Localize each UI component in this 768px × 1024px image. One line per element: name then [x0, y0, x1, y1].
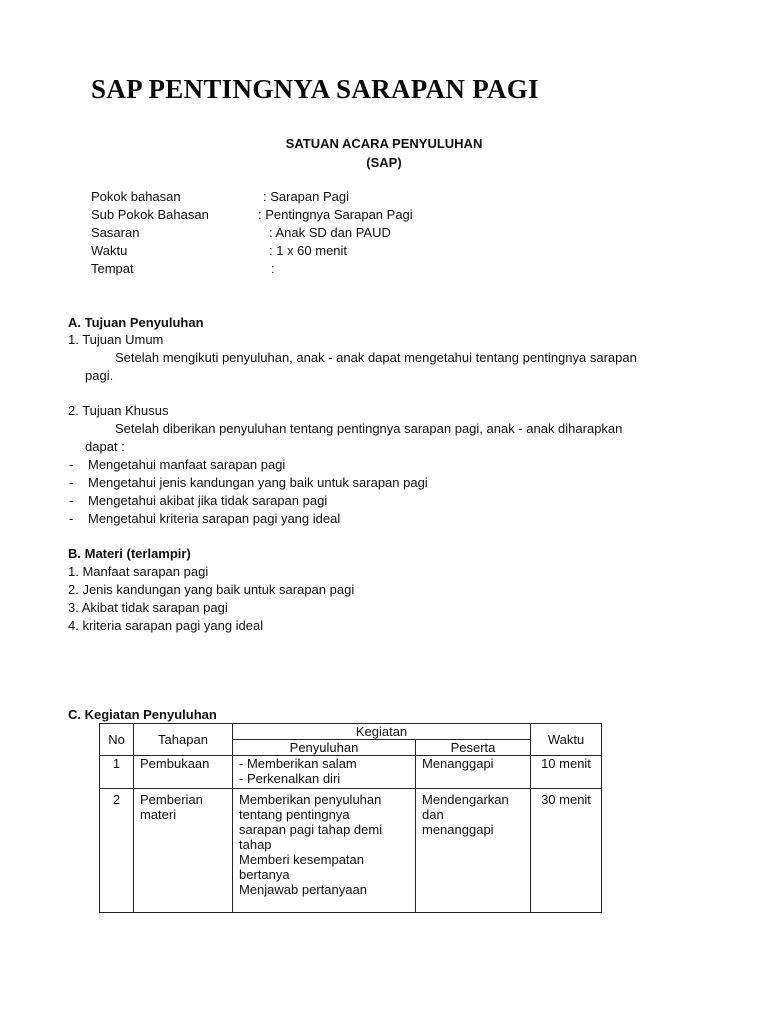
tujuan-khusus-title: 2. Tujuan Khusus — [68, 403, 169, 418]
cell-text: bertanya — [239, 867, 290, 882]
tujuan-khusus-text-line2: dapat : — [85, 439, 125, 454]
subtitle-line2: (SAP) — [366, 155, 402, 170]
cell-text: Menanggapi — [422, 756, 494, 771]
info-label-pokok: Pokok bahasan — [91, 189, 181, 204]
tujuan-umum-text-line1: Setelah mengikuti penyuluhan, anak - anak dapat mengetahui tentang pentingnya sarapan — [115, 350, 637, 365]
cell-text: menanggapi — [422, 822, 494, 837]
tujuan-khusus-bullet: Mengetahui jenis kandungan yang baik untuk sarapan pagi — [88, 475, 428, 490]
header-kegiatan: Kegiatan — [233, 724, 531, 740]
tujuan-khusus-bullet: Mengetahui kriteria sarapan pagi yang ideal — [88, 511, 341, 526]
section-c-heading: C. Kegiatan Penyuluhan — [68, 707, 217, 722]
tujuan-khusus-text-line1: Setelah diberikan penyuluhan tentang pentingnya sarapan pagi, anak - anak diharapkan — [115, 421, 623, 436]
info-value-sub-pokok: : Pentingnya Sarapan Pagi — [258, 207, 413, 222]
cell-penyuluhan — [233, 789, 416, 913]
info-value-waktu: : 1 x 60 menit — [269, 243, 348, 258]
cell-no: 2 — [100, 789, 134, 913]
cell-text: materi — [140, 807, 177, 822]
table-row — [100, 756, 602, 789]
header-no: No — [100, 724, 134, 756]
header-peserta: Peserta — [416, 740, 531, 756]
info-label-tempat: Tempat — [91, 261, 134, 276]
document-title: SAP PENTINGNYA SARAPAN PAGI — [91, 74, 539, 104]
materi-item: 1. Manfaat sarapan pagi — [68, 564, 209, 579]
cell-text: Memberi kesempatan — [239, 852, 364, 867]
cell-text: Mendengarkan — [422, 792, 509, 807]
cell-penyuluhan — [233, 756, 416, 789]
materi-item: 4. kriteria sarapan pagi yang ideal — [68, 618, 264, 633]
info-label-sub-pokok: Sub Pokok Bahasan — [91, 207, 209, 222]
cell-peserta — [416, 789, 531, 913]
section-b-heading: B. Materi (terlampir) — [68, 546, 191, 561]
materi-item: 3. Akibat tidak sarapan pagi — [68, 600, 228, 615]
tujuan-khusus-bullet: Mengetahui manfaat sarapan pagi — [88, 457, 286, 472]
cell-text: Memberikan penyuluhan — [239, 792, 382, 807]
table-row — [100, 789, 602, 913]
tujuan-umum-title: 1. Tujuan Umum — [68, 332, 164, 347]
header-waktu: Waktu — [531, 724, 602, 756]
tujuan-khusus-bullet: Mengetahui akibat jika tidak sarapan pagi — [88, 493, 328, 508]
cell-waktu: 10 menit — [531, 756, 602, 789]
table-header-row — [100, 724, 602, 740]
cell-text: Menjawab pertanyaan — [239, 882, 367, 897]
cell-text: - Memberikan salam — [239, 756, 357, 771]
info-value-sasaran: : Anak SD dan PAUD — [269, 225, 391, 240]
tujuan-umum-text-line2: pagi. — [85, 368, 114, 383]
bullet-mark: - — [69, 511, 74, 526]
bullet-mark: - — [69, 457, 74, 472]
materi-item: 2. Jenis kandungan yang baik untuk sarapan pagi — [68, 582, 355, 597]
cell-text: tentang pentingnya — [239, 807, 350, 822]
info-value-tempat: : — [271, 261, 275, 276]
header-penyuluhan: Penyuluhan — [233, 740, 416, 756]
kegiatan-table — [99, 723, 602, 913]
subtitle-line1: SATUAN ACARA PENYULUHAN — [285, 136, 483, 151]
bullet-mark: - — [69, 493, 74, 508]
cell-no: 1 — [100, 756, 134, 789]
cell-text: tahap — [239, 837, 272, 852]
cell-text: Pembukaan — [140, 756, 210, 771]
cell-text: - Perkenalkan diri — [239, 771, 341, 786]
cell-tahapan — [134, 789, 233, 913]
info-label-waktu: Waktu — [91, 243, 128, 258]
cell-waktu: 30 menit — [531, 789, 602, 913]
cell-text: Pemberian — [140, 792, 203, 807]
bullet-mark: - — [69, 475, 74, 490]
cell-text: sarapan pagi tahap demi — [239, 822, 383, 837]
cell-tahapan — [134, 756, 233, 789]
info-label-sasaran: Sasaran — [91, 225, 140, 240]
info-value-pokok: : Sarapan Pagi — [263, 189, 350, 204]
cell-peserta — [416, 756, 531, 789]
section-a-heading: A. Tujuan Penyuluhan — [68, 315, 204, 330]
header-tahapan: Tahapan — [134, 724, 233, 756]
cell-text: dan — [422, 807, 444, 822]
